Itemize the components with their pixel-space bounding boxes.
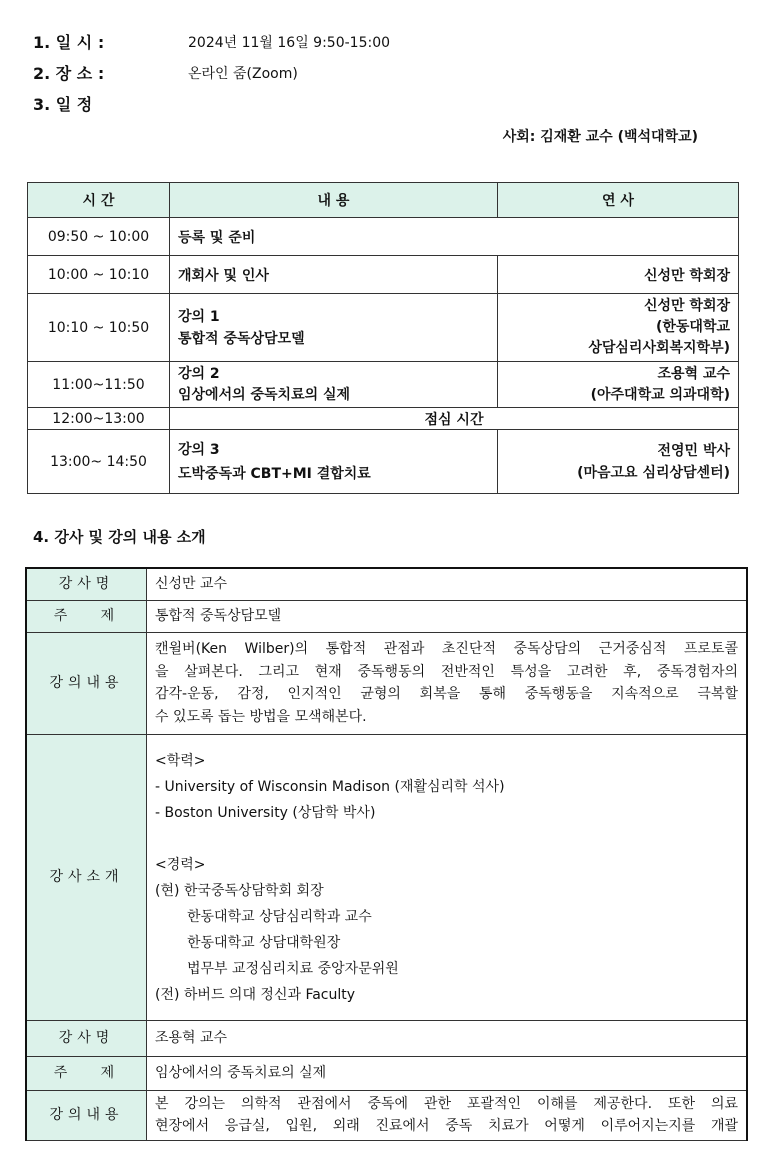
lecture-content — [147, 632, 748, 734]
row-time: 09:50 ~ 10:00 — [28, 218, 170, 256]
place-label: 2. 장 소 : — [33, 64, 105, 83]
topic-label: 주 제 — [26, 1056, 147, 1090]
row-content: 개회사 및 인사 — [170, 256, 498, 294]
lecture-line: 수 있도록 돕는 방법을 모색해본다. — [155, 708, 367, 725]
table-header-row — [28, 183, 739, 218]
schedule-table — [27, 182, 739, 494]
lecture-number: 강의 2 — [178, 365, 220, 382]
table-row — [28, 218, 739, 256]
table-row — [28, 362, 739, 408]
speaker-affiliation: (한동대학교 — [655, 319, 730, 335]
table-row — [26, 600, 747, 632]
intro-content — [147, 734, 748, 1020]
table-row — [28, 294, 739, 362]
lecture-line: 을 살펴본다. 그리고 현재 중독행동의 전반적인 특성을 고려한 후, 중독경험자의 — [155, 663, 738, 680]
row-time: 13:00~ 14:50 — [28, 430, 170, 494]
table-row — [28, 256, 739, 294]
row-content — [170, 362, 498, 408]
row-speaker: 신성만 학회장 — [498, 256, 739, 294]
schedule-label: 3. 일 정 — [33, 95, 93, 114]
speaker-affiliation: (마음고요 심리상담센터) — [577, 464, 730, 481]
table-row — [26, 568, 747, 600]
header-content: 내 용 — [170, 183, 498, 218]
intro-label: 강사소개 — [26, 734, 147, 1020]
row-speaker — [498, 362, 739, 408]
speaker-affiliation: 상담심리사회복지학부) — [588, 340, 730, 356]
moderator: 사회: 김재환 교수 (백석대학교) — [502, 129, 698, 145]
row-content: 점심 시간 — [170, 408, 739, 430]
speaker-affiliation: (아주대학교 의과대학) — [590, 386, 730, 403]
career-item: (전) 하버드 의대 정신과 Faculty — [155, 987, 356, 1003]
speaker-name: 전영민 박사 — [657, 442, 730, 459]
date-value: 2024년 11월 16일 9:50-15:00 — [188, 35, 391, 51]
topic-value: 통합적 중독상담모델 — [147, 600, 748, 632]
table-row — [26, 734, 747, 1020]
topic-label: 주 제 — [26, 600, 147, 632]
career-item: 법무부 교정심리치료 중앙자문위원 — [187, 961, 399, 977]
career-title: <경력> — [155, 857, 206, 873]
career-item: (현) 한국중독상담학회 회장 — [155, 883, 324, 899]
speaker-table — [25, 567, 748, 1141]
date-label: 1. 일 시 : — [33, 33, 105, 52]
row-content — [170, 430, 498, 494]
lecture-line: 캔윌버(Ken Wilber)의 통합적 관점과 초진단적 중독상담의 근거중심적 프로토콜 — [155, 641, 738, 657]
lecture-number: 강의 1 — [178, 308, 220, 325]
row-content: 등록 및 준비 — [170, 218, 739, 256]
place-value: 온라인 줌(Zoom) — [188, 66, 298, 82]
education-item: - Boston University (상담학 박사) — [155, 805, 376, 821]
row-time: 10:00 ~ 10:10 — [28, 256, 170, 294]
row-time: 10:10 ~ 10:50 — [28, 294, 170, 362]
lecture-label: 강의내용 — [26, 1090, 147, 1140]
table-row — [26, 1020, 747, 1056]
table-row — [26, 1090, 747, 1140]
lecture-label: 강의내용 — [26, 632, 147, 734]
header-speaker: 연 사 — [498, 183, 739, 218]
lecture-title: 도박중독과 CBT+MI 결합치료 — [178, 465, 371, 482]
table-row — [28, 408, 739, 430]
lecture-number: 강의 3 — [178, 441, 220, 458]
table-row — [26, 632, 747, 734]
row-time: 11:00~11:50 — [28, 362, 170, 408]
section-4-title: 4. 강사 및 강의 내용 소개 — [33, 528, 206, 546]
table-row — [26, 1056, 747, 1090]
speaker-name: 조용혁 교수 — [147, 1020, 748, 1056]
education-title: <학력> — [155, 753, 206, 769]
topic-value: 임상에서의 중독치료의 실제 — [147, 1056, 748, 1090]
lecture-content — [147, 1090, 748, 1140]
speaker-label: 강사명 — [26, 1020, 147, 1056]
lecture-title: 임상에서의 중독치료의 실제 — [178, 386, 351, 403]
lecture-title: 통합적 중독상담모델 — [178, 330, 305, 347]
row-content — [170, 294, 498, 362]
row-speaker — [498, 430, 739, 494]
speaker-name: 조용혁 교수 — [657, 365, 730, 382]
table-row — [28, 430, 739, 494]
row-speaker — [498, 294, 739, 362]
lecture-line: 현장에서 응급실, 입원, 외래 진료에서 중독 치료가 어떻게 이루어지는지를 개괄 — [155, 1118, 738, 1134]
speaker-label: 강사명 — [26, 568, 147, 600]
lecture-line: 감각-운동, 감정, 인지적인 균형의 회복을 통해 중독행동을 지속적으로 극복할 — [155, 686, 738, 702]
lecture-line: 본 강의는 의학적 관점에서 중독에 관한 포괄적인 이해를 제공한다. 또한 의료 — [155, 1095, 738, 1112]
speaker-name: 신성만 학회장 — [643, 298, 730, 314]
row-time: 12:00~13:00 — [28, 408, 170, 430]
education-item: - University of Wisconsin Madison (재활심리학 석사) — [155, 779, 505, 795]
speaker-name: 신성만 교수 — [147, 568, 748, 600]
career-item: 한동대학교 상담대학원장 — [187, 935, 341, 951]
header-time: 시 간 — [28, 183, 170, 218]
career-item: 한동대학교 상담심리학과 교수 — [187, 909, 372, 925]
